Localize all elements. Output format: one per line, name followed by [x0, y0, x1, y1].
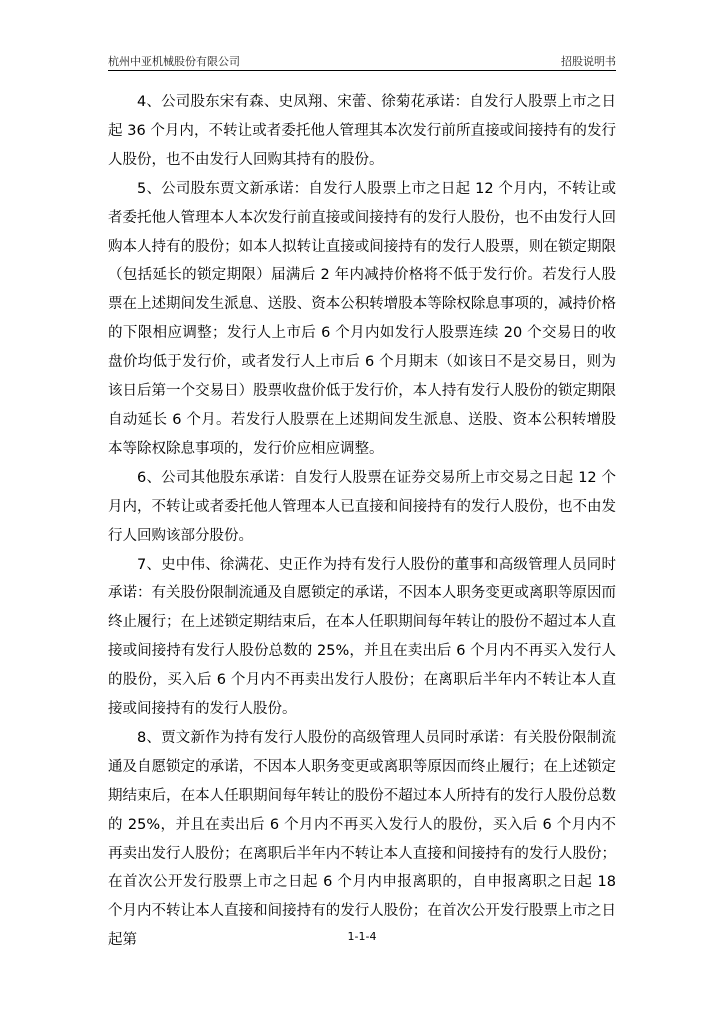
paragraph-commitment-7: 7、史中伟、徐满花、史正作为持有发行人股份的董事和高级管理人员同时承诺：有关股份限制流通及自愿锁定的承诺，不因本人职务变更或离职等原因而终止履行；在上述锁定期结束后，在本人任职期间每年转让的股份不超过本人直接或间接持有发行人股份总数的 25%，并且在卖出后 6 个月内不再买入发行人的股份，买入后 6 个月内不再卖出发行人股份；在离职后半年内不转让本人直接或间接持有的发行人股份。 — [108, 556, 616, 718]
page-header — [108, 50, 616, 71]
paragraph-commitment-5: 5、公司股东贾文新承诺：自发行人股票上市之日起 12 个月内，不转让或者委托他人管理本人本次发行前直接或间接持有的发行人股份，也不由发行人回购本人持有的股份；如本人拟转让直接或间接持有的发行人股票，则在锁定期限（包括延长的锁定期限）届满后 2 年内减持价格将不低于发行价。若发行人股票在上述期间发生派息、送股、资本公积转增股本等除权除息事项的，减持价格的下限相应调整；发行人上市后 6 个月内如发行人股票连续 20 个交易日的收盘价均低于发行价，或者发行人上市后 6 个月期末（如该日不是交易日，则为该日后第一个交易日）股票收盘价低于发行价，本人持有发行人股份的锁定期限自动延长 6 个月。若发行人股票在上述期间发生派息、送股、资本公积转增股本等除权除息事项的，发行价应相应调整。 — [108, 180, 616, 457]
document-body — [108, 88, 616, 955]
document-type: 招股说明书 — [561, 55, 616, 68]
page-number: 1-1-4 — [347, 930, 377, 943]
paragraph-commitment-8: 8、贾文新作为持有发行人股份的高级管理人员同时承诺：有关股份限制流通及自愿锁定的承诺，不因本人职务变更或离职等原因而终止履行；在上述锁定期结束后，在本人任职期间每年转让的股份不超过本人所持有的发行人股份总数的 25%，并且在卖出后 6 个月内不再买入发行人的股份，买入后 6 个月内不再卖出发行人股份；在离职后半年内不转让本人直接和间接持有的发行人股份；在首次公开发行股票上市之日起 6 个月内申报离职的，自申报离职之日起 18 个月内不转让本人直接和间接持有的发行人股份；在首次公开发行股票上市之日起第 — [108, 729, 616, 949]
company-name: 杭州中亚机械股份有限公司 — [108, 55, 240, 68]
paragraph-commitment-6: 6、公司其他股东承诺：自发行人股票在证券交易所上市交易之日起 12 个月内，不转让或者委托他人管理本人已直接和间接持有的发行人股份，也不由发行人回购该部分股份。 — [108, 469, 616, 544]
paragraph-commitment-4: 4、公司股东宋有森、史凤翔、宋蕾、徐菊花承诺：自发行人股票上市之日起 36 个月内，不转让或者委托他人管理其本次发行前所直接或间接持有的发行人股份，也不由发行人回购其持有的股份。 — [108, 94, 616, 168]
